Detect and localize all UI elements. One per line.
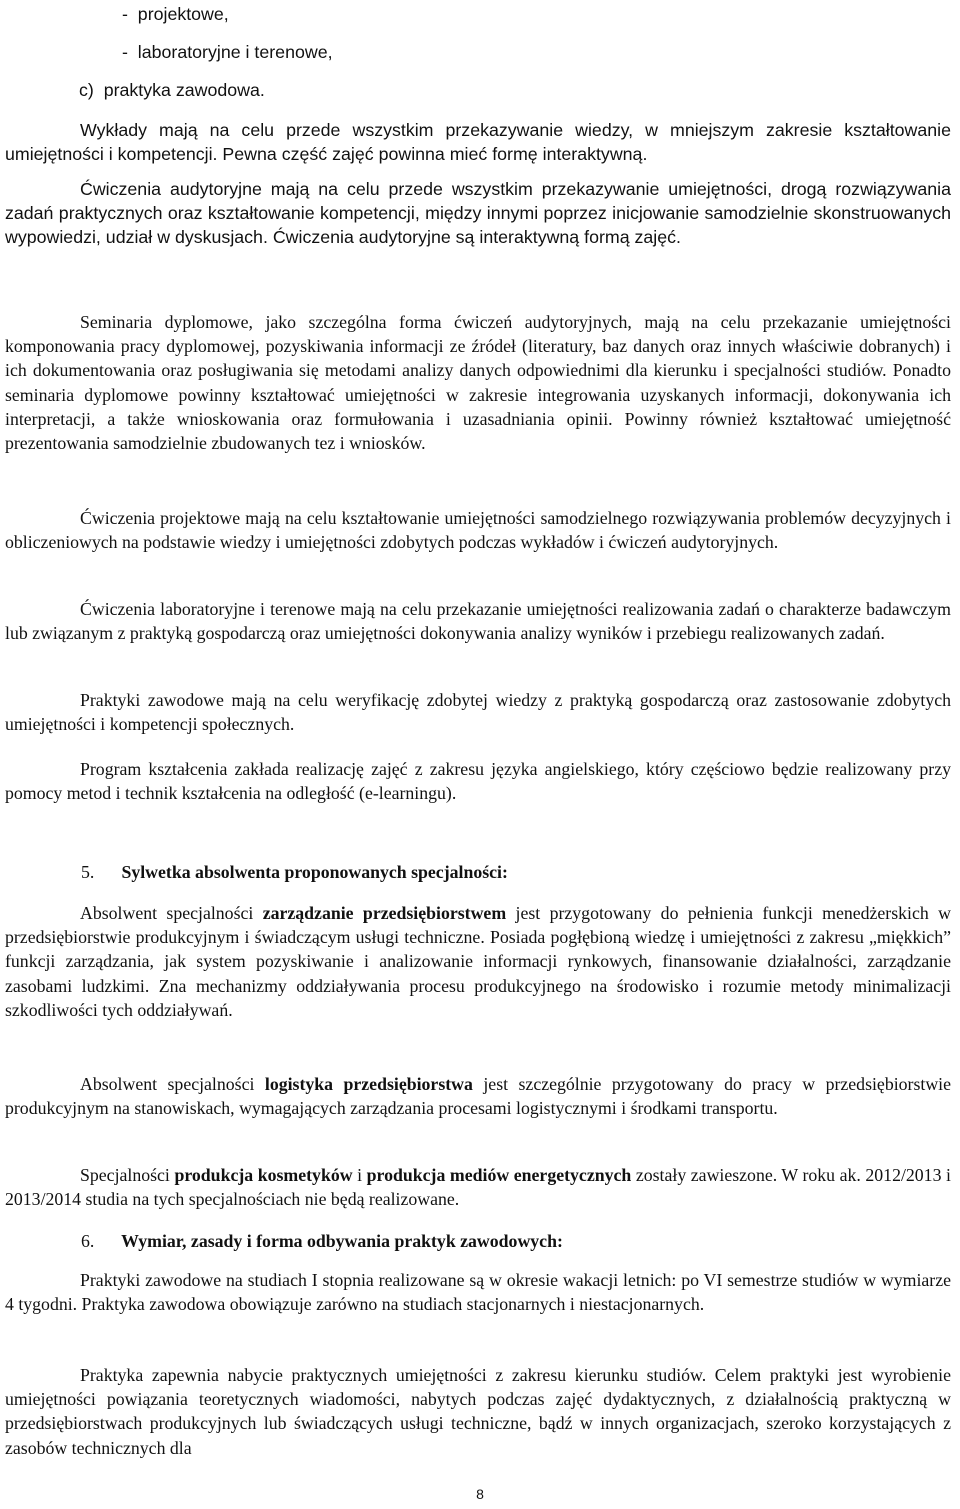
paragraph-text: Praktyki zawodowe mają na celu weryfikację zdobytej wiedzy z praktyką gospodarczą oraz zastosowanie zdobytych umiejętności i kompetencji społecznych. xyxy=(5,690,951,735)
paragraph-praktyka-cel xyxy=(5,1363,951,1460)
paragraph-praktyki xyxy=(5,688,951,736)
paragraph-wyklady xyxy=(5,118,951,166)
specialty-name: produkcja kosmetyków xyxy=(174,1165,353,1185)
section-number: 5. xyxy=(81,862,95,882)
paragraph-text: Seminaria dyplomowe, jako szczególna forma ćwiczeń audytoryjnych, mają na celu przekazanie umiejętności komponowania pracy dyplomowej, pozyskiwania informacji ze źródeł (literatury, baz danych oraz innych właściwie dobranych) i ich dokumentowania oraz posługiwania się metodami analizy danych odpowiednimi dla kierunku i specjalności studiów. Ponadto seminaria dyplomowe powinny kształtować umiejętności w zakresie integrowania uzyskanych informacji, dokonywania ich interpretacji, a także wnioskowania oraz formułowania i uzasadniania opinii. Powinny również kształtować umiejętność prezentowania samodzielnie zbudowanych tez i wniosków. xyxy=(5,312,951,454)
paragraph-text xyxy=(5,1072,951,1120)
text-run: jest przygotowany do pełnienia funkcji menedżerskich w przedsiębiorstwie produkcyjnym i świadczącym usługi techniczne. Posiada pogłębioną wiedzę i umiejętności z zakresu „miękkich” funkcji zarządzania, jak system pozyskiwanie i analizowanie informacji rynkowych, finansowanie działalności, zarządzanie zasobami ludzkimi. Zna mechanizmy oddziaływania procesu produkcyjnego na środowisko i rozumie metody minimalizacji szkodliwości tych oddziaływań. xyxy=(5,903,951,1020)
paragraph-cwiczenia-audytoryjne xyxy=(5,177,951,250)
specialty-name: logistyka przedsiębiorstwa xyxy=(264,1074,473,1094)
paragraph-logistyka xyxy=(5,1072,951,1120)
paragraph-seminaria xyxy=(5,310,951,455)
paragraph-zawieszone xyxy=(5,1163,951,1211)
text-run: jest szczególnie przygotowany do pracy w przedsiębiorstwie produkcyjnym na stanowiskach, wymagających zarządzania procesami logistycznymi i środkami transportu. xyxy=(5,1074,951,1119)
text-run: Absolwent specjalności xyxy=(80,903,263,923)
text-run: zostały zawieszone. W roku ak. 2012/2013 i 2013/2014 studia na tych specjalnościach nie będą realizowane. xyxy=(5,1165,951,1210)
paragraph-text: Praktyka zapewnia nabycie praktycznych umiejętności z zakresu kierunku studiów. Celem praktyki jest wyrobienie umiejętności powiązania teoretycznych wiadomości, nabytych podczas zajęć dydaktycznych, z działalnością praktyczną w przedsiębiorstwach produkcyjnych lub świadczących usługi techniczne, bądź w innych organizacjach, szeroko korzystających z zasobów technicznych dla xyxy=(5,1365,951,1458)
paragraph-text: Ćwiczenia laboratoryjne i terenowe mają na celu przekazanie umiejętności realizowania zadań o charakterze badawczym lub związanym z praktyką gospodarczą oraz umiejętności dokonywania analizy wyników i przebiegu realizowanych zadań. xyxy=(5,599,951,644)
text-run: Specjalności xyxy=(80,1165,175,1185)
list-item-projektowe: - projektowe, xyxy=(122,4,229,24)
paragraph-text xyxy=(5,901,951,1022)
section-title: Sylwetka absolwenta proponowanych specjalności: xyxy=(121,862,508,882)
paragraph-cwiczenia-laboratoryjne xyxy=(5,597,951,645)
list-item-laboratoryjne: - laboratoryjne i terenowe, xyxy=(122,42,333,62)
paragraph-text: Ćwiczenia audytoryjne mają na celu przede wszystkim przekazywanie umiejętności, drogą rozwiązywania zadań praktycznych oraz kształtowanie kompetencji, między innymi poprzez inicjowanie samodzielnie skonstruowanych wypowiedzi, udział w dyskusjach. Ćwiczenia audytoryjne są interaktywną formą zajęć. xyxy=(5,179,951,248)
paragraph-text: Praktyki zawodowe na studiach I stopnia realizowane są w okresie wakacji letnich: po VI semestrze studiów w wymiarze 4 tygodni. Praktyka zawodowa obowiązuje zarówno na studiach stacjonarnych i niestacjonarnych. xyxy=(5,1270,951,1315)
paragraph-cwiczenia-projektowe xyxy=(5,506,951,554)
paragraph-text: Wykłady mają na celu przede wszystkim przekazywanie wiedzy, w mniejszym zakresie kształtowanie umiejętności i kompetencji. Pewna część zajęć powinna mieć formę interaktywną. xyxy=(5,120,951,165)
text-run: i xyxy=(352,1165,367,1185)
paragraph-program xyxy=(5,757,951,805)
specialty-name: zarządzanie przedsiębiorstwem xyxy=(262,903,507,923)
section-number: 6. xyxy=(81,1231,95,1251)
specialty-name: produkcja mediów energetycznych xyxy=(366,1165,632,1185)
section-title: Wymiar, zasady i forma odbywania praktyk zawodowych: xyxy=(121,1231,563,1251)
section-5-heading xyxy=(5,860,508,884)
section-6-heading xyxy=(5,1229,563,1253)
page-number: 8 xyxy=(476,1486,484,1502)
paragraph-zarzadzanie xyxy=(5,901,951,1022)
text-run: Absolwent specjalności xyxy=(80,1074,265,1094)
paragraph-praktyki-wymiar xyxy=(5,1268,951,1316)
paragraph-text: Ćwiczenia projektowe mają na celu kształtowanie umiejętności samodzielnego rozwiązywania problemów decyzyjnych i obliczeniowych na podstawie wiedzy i umiejętności zdobytych podczas wykładów i ćwiczeń audytoryjnych. xyxy=(5,508,951,553)
paragraph-text xyxy=(5,1163,951,1211)
list-item-praktyka: c) praktyka zawodowa. xyxy=(79,80,265,100)
paragraph-text: Program kształcenia zakłada realizację zajęć z zakresu języka angielskiego, który częściowo będzie realizowany przy pomocy metod i technik kształcenia na odległość (e-learningu). xyxy=(5,759,951,804)
